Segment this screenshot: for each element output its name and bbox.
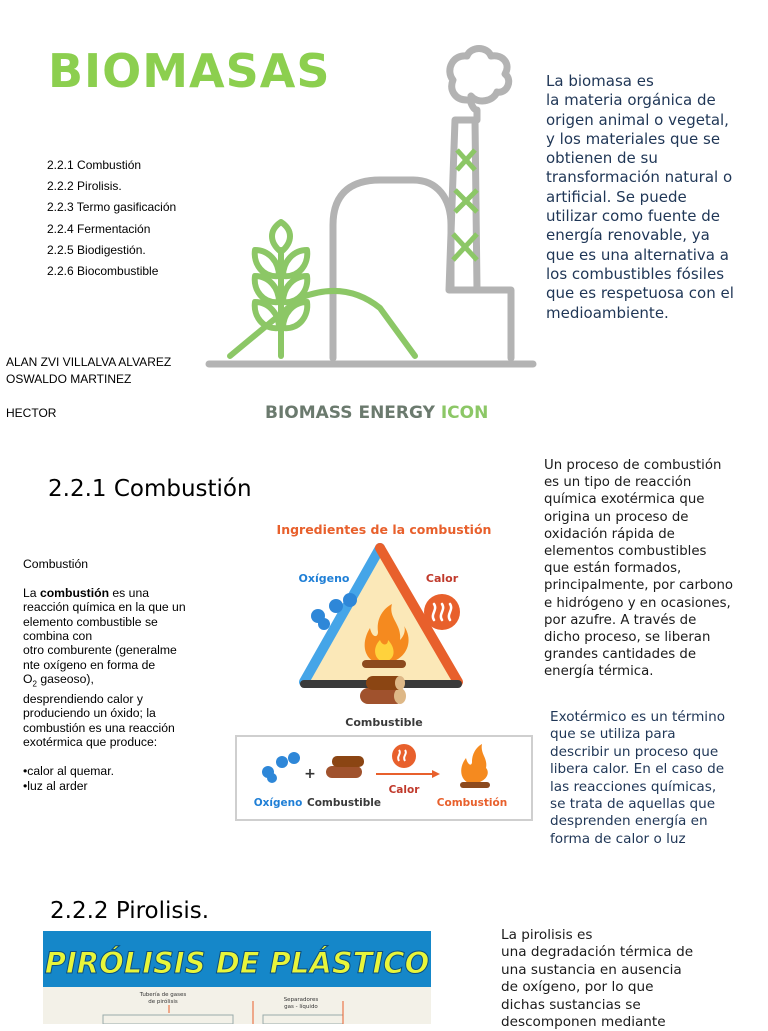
- definition-line: combina con: [23, 629, 93, 644]
- author-name: OSWALDO MARTINEZ: [6, 372, 132, 386]
- plus-sign: +: [304, 766, 316, 782]
- author-spacer: [6, 388, 171, 405]
- authors: [6, 354, 171, 422]
- definition-line: reacción química en la que un: [23, 600, 186, 615]
- toc-item: 2.2.1 Combustión: [47, 158, 142, 172]
- intro-line: utilizar como fuente de: [546, 207, 721, 226]
- intro-line: energía renovable, ya: [546, 226, 710, 245]
- definition-line: desprendiendo calor y: [23, 692, 143, 707]
- definition-line: produciendo un óxido; la: [23, 706, 156, 721]
- toc-item: 2.2.3 Termo gasificación: [47, 200, 177, 215]
- intro-line: origen animal o vegetal,: [546, 110, 729, 129]
- definition-line: combustión es una reacción: [23, 720, 175, 735]
- toc-item: 2.2.4 Fermentación: [47, 221, 151, 236]
- toc-item: 2.2.2 Pirolisis.: [47, 179, 122, 194]
- definition-title: Combustión: [23, 557, 89, 571]
- definition-line: La combustión es una: [23, 585, 149, 600]
- oxygen-label: Oxígeno: [298, 572, 350, 585]
- author-name: HECTOR: [6, 406, 57, 420]
- table-of-contents: [47, 155, 176, 282]
- toc-item: 2.2.5 Biodigestión.: [47, 242, 146, 257]
- intro-line: transformación natural o: [546, 168, 733, 187]
- intro-line: La biomasa es: [546, 72, 654, 90]
- eq-heat-label: Calor: [388, 784, 420, 796]
- pyrolysis-text: La pirolisis es una degradación térmica de una sustancia en ausencia de oxígeno, por lo que dichas sustancias se descomponen mediante: [501, 927, 694, 1031]
- eq-result-label: Combustión: [436, 797, 508, 809]
- combustion-definition: [23, 557, 203, 793]
- definition-line: exotérmica que produce:: [23, 735, 158, 750]
- pyrolysis-heading: 2.2.2 Pirolisis.: [50, 898, 210, 924]
- definition-line: otro comburente (generalme: [23, 643, 177, 658]
- intro-line: que es una alternativa a: [546, 245, 729, 264]
- eq-fuel-label: Combustible: [307, 797, 381, 809]
- svg-text:gas - líquido: gas - líquido: [284, 1004, 318, 1010]
- intro-line: artificial. Se puede: [546, 187, 687, 206]
- svg-text:Separadores: Separadores: [283, 997, 319, 1003]
- intro-paragraph: [546, 72, 758, 323]
- heat-label: Calor: [425, 572, 459, 585]
- svg-text:de pirólisis: de pirólisis: [148, 999, 178, 1005]
- bullet-item: •calor al quemar.: [23, 764, 114, 779]
- toc-item: 2.2.6 Biocombustible: [47, 264, 159, 279]
- intro-line: los combustibles fósiles: [546, 264, 725, 283]
- intro-line: medioambiente.: [546, 303, 669, 322]
- heat-icon: [424, 594, 460, 630]
- exothermic-text: Exotérmico es un término que se utiliza para describir un proceso que libera calor. En el caso de las reacciones químicas, se trata de aquellas que desprenden energía en forma de calor o luz: [550, 709, 726, 847]
- combustion-heading: 2.2.1 Combustión: [48, 476, 252, 502]
- eq-oxygen-label: Oxígeno: [253, 797, 303, 809]
- biomass-energy-icon: [205, 40, 540, 430]
- pyrolysis-banner: PIRÓLISIS DE PLÁSTICO: [44, 946, 430, 980]
- diagram-title: Ingredientes de la combustión: [276, 522, 492, 537]
- svg-text:Tubería de gases: Tubería de gases: [139, 992, 187, 998]
- icon-caption: BIOMASS ENERGY ICON: [265, 403, 489, 423]
- pyrolysis-image: [43, 931, 431, 1024]
- intro-line: la materia orgánica de: [546, 91, 716, 110]
- definition-line: $O_2$ gaseoso),: [23, 672, 94, 689]
- intro-line: que es respetuosa con el: [546, 284, 734, 303]
- intro-line: obtienen de su: [546, 149, 658, 168]
- combustion-triangle-diagram: [232, 516, 536, 824]
- intro-line: y los materiales que se: [546, 129, 721, 148]
- logs-icon: [360, 676, 406, 704]
- fuel-label: Combustible: [345, 716, 423, 729]
- smoke-cloud-icon: [450, 49, 509, 101]
- bullet-item: •luz al arder: [23, 778, 88, 793]
- page-title: BIOMASAS: [48, 44, 331, 98]
- definition-line: nte oxígeno en forma de: [23, 657, 156, 672]
- author-name: ALAN ZVI VILLALVA ALVAREZ: [6, 355, 172, 369]
- combustion-process-text: Un proceso de combustión es un tipo de reacción química exotérmica que origina un proceso de oxidación rápida de elementos combustibles que están formados, principalmente, por carbono e hidrógeno y en ocasiones, por azufre. A través de dicho proceso, se liberan grandes cantidades de energía térmica.: [544, 458, 734, 680]
- definition-line: elemento combustible se: [23, 614, 158, 629]
